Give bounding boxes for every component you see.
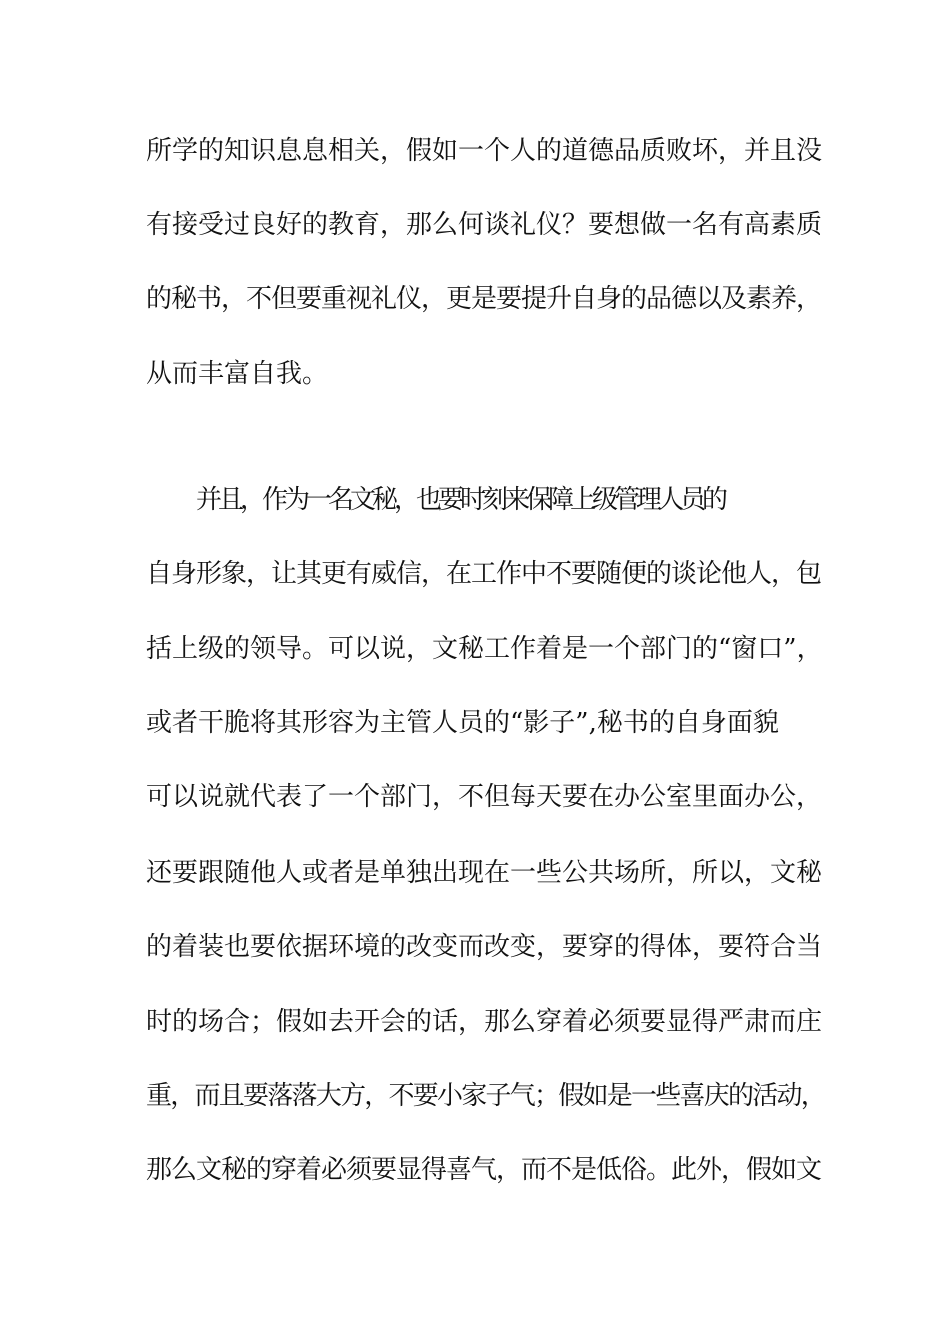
text-line: 可以说就代表了一个部门，不但每天要在办公室里面办公， [146, 782, 823, 812]
text-line: 重，而且要落落大方，不要小家子气；假如是一些喜庆的活动， [146, 1081, 826, 1111]
text-line: 的秘书，不但要重视礼仪，更是要提升自身的品德以及素养， [146, 284, 822, 314]
text-line: 有接受过良好的教育，那么何谈礼仪？要想做一名有高素质 [146, 210, 823, 240]
text-line: 或者干脆将其形容为主管人员的“影子”,秘书的自身面貌 [146, 708, 779, 738]
text-line: 并且，作为一名文秘，也要时刻来保障上级管理人员的 [196, 485, 725, 515]
text-line: 还要跟随他人或者是单独出现在一些公共场所，所以，文秘 [146, 858, 823, 888]
text-line: 自身形象，让其更有威信，在工作中不要随便的谈论他人，包 [146, 559, 822, 589]
text-line: 的着装也要依据环境的改变而改变，要穿的得体，要符合当 [146, 932, 823, 962]
text-line: 从而丰富自我。 [146, 359, 329, 389]
text-line: 那么文秘的穿着必须要显得喜气，而不是低俗。此外，假如文 [146, 1155, 822, 1185]
text-line: 时的场合；假如去开会的话，那么穿着必须要显得严肃而庄 [146, 1007, 823, 1037]
text-line: 括上级的领导。可以说，文秘工作着是一个部门的“窗口”， [146, 634, 823, 664]
text-line: 所学的知识息息相关，假如一个人的道德品质败坏，并且没 [146, 136, 823, 166]
